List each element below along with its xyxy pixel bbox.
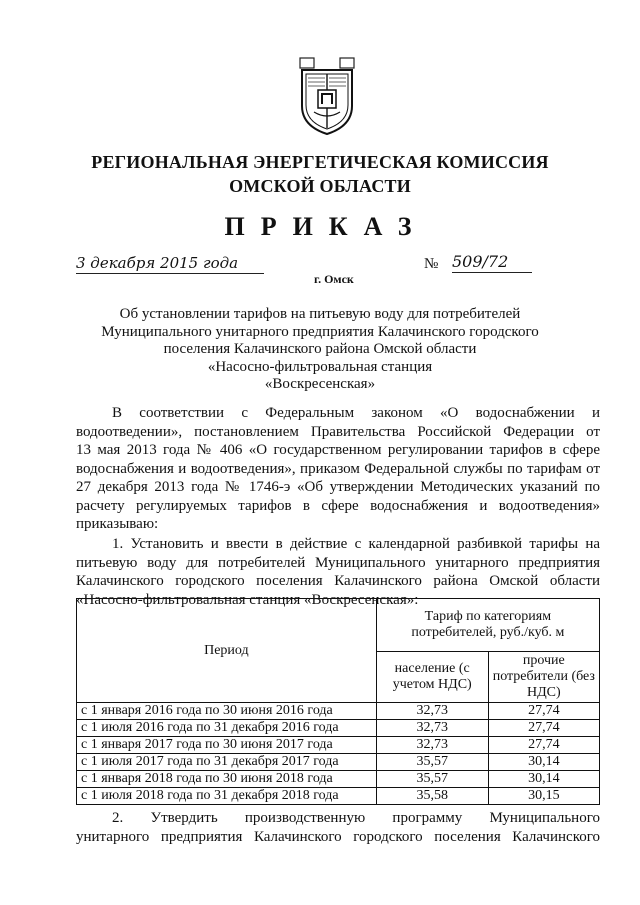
- period-header: Период: [77, 599, 377, 703]
- item-1-line: питьевую воду для потребителей Муниципального унитарного предприятия: [76, 554, 600, 571]
- others-header: прочие потребители (без НДС): [488, 652, 599, 703]
- population-header: население (с учетом НДС): [376, 652, 488, 703]
- period-cell: с 1 июля 2016 года по 31 декабря 2016 года: [77, 720, 377, 737]
- tariff-header: Тариф по категориям потребителей, руб./куб. м: [376, 599, 599, 652]
- subject-line: Об установлении тарифов на питьевую воду для потребителей: [119, 306, 521, 322]
- period-cell: с 1 июля 2017 года по 31 декабря 2017 года: [77, 754, 377, 771]
- item-1-line: Калачинского городского поселения Калачинского района Омской области: [76, 573, 600, 589]
- table-row: [77, 737, 600, 754]
- population-tariff-cell: 32,73: [376, 737, 488, 754]
- table-row: [77, 720, 600, 737]
- organization-name: РЕГИОНАЛЬНАЯ ЭНЕРГЕТИЧЕСКАЯ КОМИССИЯ: [91, 152, 549, 172]
- table-row: [77, 754, 600, 771]
- others-tariff-cell: 30,15: [488, 788, 599, 805]
- order-subject: [0, 306, 640, 394]
- document-type: ПРИКАЗ: [224, 212, 428, 241]
- preamble-paragraph: [76, 404, 600, 534]
- subject-line: Муниципального унитарного предприятия Калачинского городского: [101, 323, 539, 340]
- preamble-line: 27 декабря 2013 года № 1746-э «Об утверждении Методических указаний по: [76, 479, 600, 495]
- preamble-line: расчету регулируемых тарифов в сфере водоснабжения и водоотведения»: [76, 497, 600, 514]
- coat-of-arms-icon: [296, 56, 358, 136]
- population-tariff-cell: 32,73: [376, 720, 488, 737]
- subject-line: «Воскресенская»: [264, 376, 376, 392]
- others-tariff-cell: 30,14: [488, 754, 599, 771]
- others-tariff-cell: 30,14: [488, 771, 599, 788]
- subject-line: поселения Калачинского района Омской области: [163, 341, 477, 357]
- others-tariff-cell: 27,74: [488, 720, 599, 737]
- item-1-line: «Насосно-фильтровальная станция «Воскресенская»:: [76, 591, 419, 608]
- population-tariff-cell: 32,73: [376, 703, 488, 720]
- subject-line: «Насосно-фильтровальная станция: [207, 358, 433, 375]
- preamble-line: водоснабжения и водоотведения», приказом Федеральной службы по тарифам от: [76, 460, 600, 477]
- period-cell: с 1 января 2017 года по 30 июня 2017 года: [77, 737, 377, 754]
- item-2-line: 2. Утвердить производственную программу Муниципального: [112, 810, 600, 826]
- preamble-line: 13 мая 2013 года № 406 «О государственном регулировании тарифов в сфере: [76, 442, 600, 458]
- number-label: №: [424, 256, 439, 272]
- preamble-line: В соответствии с Федеральным законом «О водоснабжении и: [112, 405, 600, 421]
- others-tariff-cell: 27,74: [488, 737, 599, 754]
- population-tariff-cell: 35,58: [376, 788, 488, 805]
- table-row: [77, 788, 600, 805]
- table-row: [77, 703, 600, 720]
- item-1-line: 1. Установить и ввести в действие с календарной разбивкой тарифы на: [112, 536, 600, 552]
- item-2-line: унитарного предприятия Калачинского городского поселения Калачинского: [76, 828, 600, 845]
- period-cell: с 1 января 2018 года по 30 июня 2018 года: [77, 771, 377, 788]
- others-tariff-cell: 27,74: [488, 703, 599, 720]
- population-tariff-cell: 35,57: [376, 754, 488, 771]
- organization-region: ОМСКОЙ ОБЛАСТИ: [229, 176, 411, 196]
- period-cell: с 1 июля 2018 года по 31 декабря 2018 года: [77, 788, 377, 805]
- handwritten-date: 3 декабря 2015 года: [76, 254, 264, 274]
- period-cell: с 1 января 2016 года по 30 июня 2016 года: [77, 703, 377, 720]
- preamble-line: приказываю:: [76, 516, 159, 532]
- table-row: [77, 771, 600, 788]
- preamble-line: водоотведении», постановлением Правительства Российской Федерации от: [76, 423, 600, 440]
- population-tariff-cell: 35,57: [376, 771, 488, 788]
- item-2-paragraph: [76, 809, 600, 846]
- city: г. Омск: [314, 272, 354, 286]
- handwritten-number: 509/72: [452, 252, 532, 273]
- tariff-table: [76, 598, 600, 805]
